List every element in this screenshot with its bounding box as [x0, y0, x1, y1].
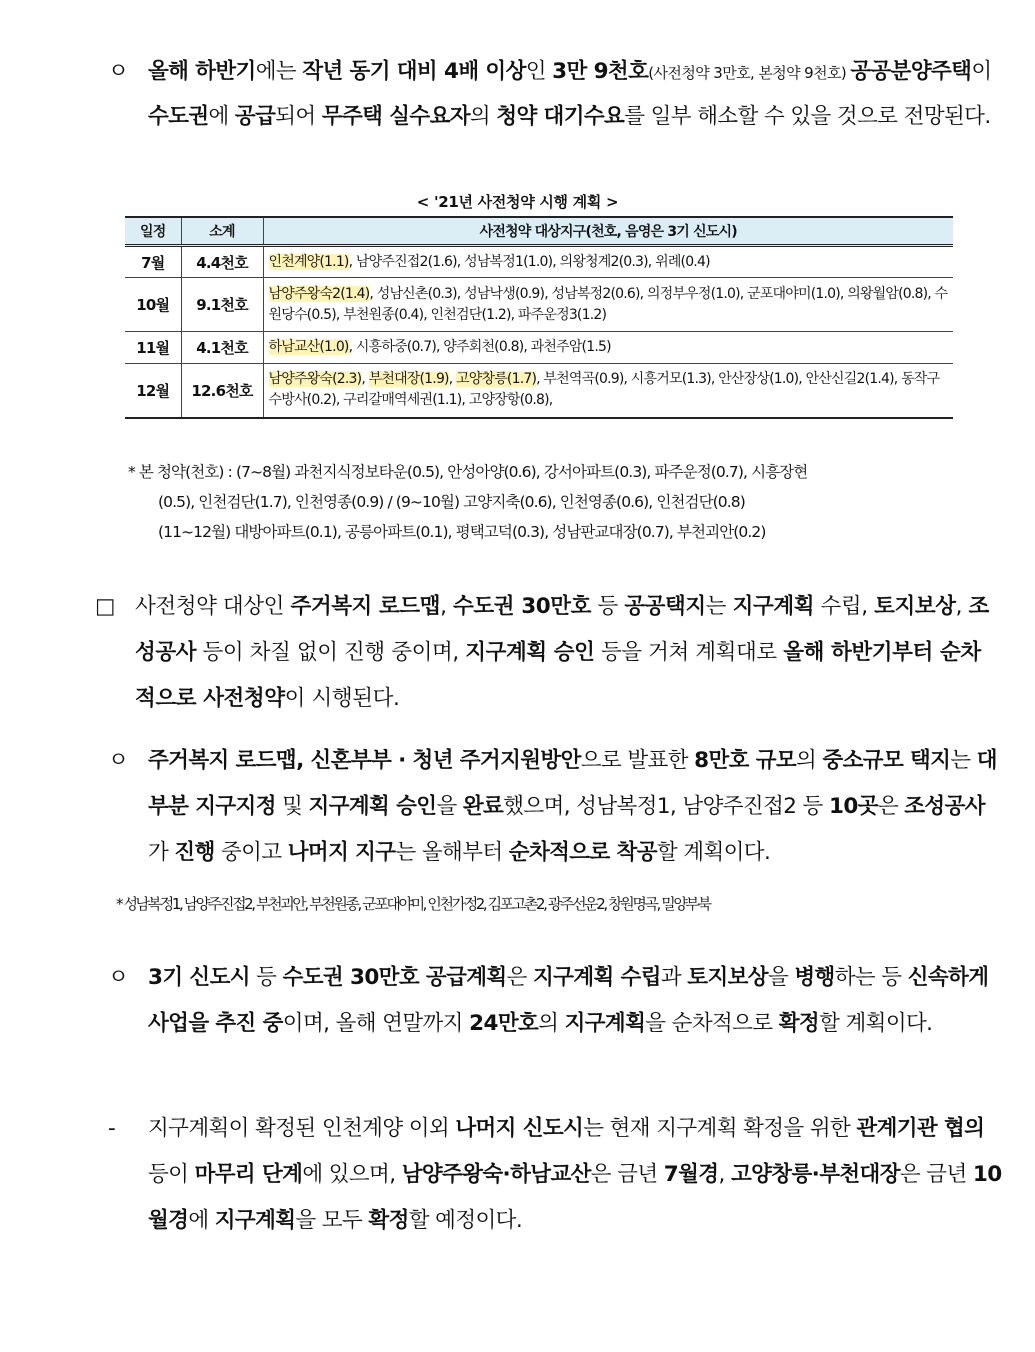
paragraph-small-scale-land: ㅇ 주거복지 로드맵, 신혼부부 · 청년 주거지원방안으로 발표한 8만호 규모의 중소규모 택지는 대부분 지구지정 및 지구계획 승인을 완료했으며, 성남복정1, 남양주진접2 등 10곳은 조성공사가 진행 중이고 나머지 지구는 올해부터 순차적으로 착공할 계획이다. [108, 738, 1003, 876]
header-subtotal: 소계 [181, 217, 263, 246]
new-town-highlight: 남양주왕숙(2.3) [268, 371, 362, 388]
bullet-circle: ㅇ [108, 748, 129, 773]
row-subtotal: 9.1천호 [181, 278, 263, 332]
table-row [125, 364, 953, 418]
header-schedule: 일정 [125, 217, 181, 246]
row-month: 11월 [125, 332, 181, 364]
table-row [125, 278, 953, 332]
bullet-square: □ [95, 594, 115, 619]
table-footnote [128, 457, 968, 547]
table-row [125, 246, 953, 278]
new-town-highlight: 남양주왕숙2(1.4) [268, 285, 370, 302]
table-row [125, 332, 953, 364]
paragraph-public-housing-land: □ 사전청약 대상인 주거복지 로드맵, 수도권 30만호 등 공공택지는 지구계획 수립, 토지보상, 조성공사 등이 차질 없이 진행 중이며, 지구계획 승인 등을 거쳐 계획대로 올해 하반기부터 순차적으로 사전청약이 시행된다. [95, 584, 1000, 722]
paragraph-district-plan-confirmation: - 지구계획이 확정된 인천계양 이외 나머지 신도시는 현재 지구계획 확정을 위한 관계기관 협의 등이 마무리 단계에 있으며, 남양주왕숙·하남교산은 금년 7월경, 고양창릉·부천대장은 금년 10월경에 지구계획을 모두 확정할 예정이다. [108, 1106, 1003, 1244]
row-districts: 하남교산(1.0), 시흥하중(0.7), 양주회천(0.8), 과천주암(1.5) [263, 332, 953, 364]
header-districts: 사전청약 대상지구(천호, 음영은 3기 신도시) [263, 217, 953, 246]
row-month: 7월 [125, 246, 181, 278]
new-town-highlight: 고양창릉(1.7) [456, 371, 537, 388]
new-town-highlight: 부천대장(1.9) [368, 371, 449, 388]
row-districts: 남양주왕숙(2.3), 부천대장(1.9), 고양창릉(1.7), 부천역곡(0.9), 시흥거모(1.3), 안산장상(1.0), 안산신길2(1.4), 동작구수방사(0.2), 구리갈매역세권(1.1), 고양장항(0.8), [263, 364, 953, 418]
footnote-line: (11~12월) 대방아파트(0.1), 공릉아파트(0.1), 평택고덕(0.3), 성남판교대장(0.7), 부천괴안(0.2) [158, 523, 766, 541]
row-districts: 남양주왕숙2(1.4), 성남신촌(0.3), 성남낙생(0.9), 성남복정2(0.6), 의정부우정(1.0), 군포대야미(1.0), 의왕월암(0.8), 수원당수(0.5), 부천원종(0.4), 인천검단(1.2), 파주운정3(1.2) [263, 278, 953, 332]
new-town-highlight: 하남교산(1.0) [268, 339, 349, 355]
row-subtotal: 4.4천호 [181, 246, 263, 278]
bullet-circle: ㅇ [108, 965, 129, 990]
table-caption: < '21년 사전청약 시행 계획 > [416, 193, 619, 211]
new-town-highlight: 인천계양(1.1) [268, 253, 349, 270]
table-header-row [125, 217, 953, 246]
row-subtotal: 4.1천호 [181, 332, 263, 364]
row-subtotal: 12.6천호 [181, 364, 263, 418]
bullet-circle: ㅇ [108, 59, 129, 84]
paragraph-supply-outlook: ㅇ 올해 하반기에는 작년 동기 대비 4배 이상인 3만 9천호(사전청약 3만호, 본청약 9천호) 공공분양주택이 수도권에 공급되어 무주택 실수요자의 청약 대기수요를 일부 해소할 수 있을 것으로 전망된다. [108, 50, 1003, 139]
pre-subscription-plan-table [125, 216, 953, 419]
row-month: 10월 [125, 278, 181, 332]
footnote-line: * 본 청약(천호) : (7~8월) 과천지식정보타운(0.5), 안성아양(0.6), 강서아파트(0.3), 파주운정(0.7), 시흥장현 [128, 463, 808, 481]
footnote-line: (0.5), 인천검단(1.7), 인천영종(0.9) / (9~10월) 고양지축(0.6), 인천영종(0.6), 인천검단(0.8) [158, 493, 745, 511]
construction-sites-footnote: * 성남복정1, 남양주진접2, 부천괴안, 부천원종, 군포대야미, 인천가정2, 김포고촌2, 광주선운2, 창원명곡, 밀양부북 [116, 895, 710, 913]
row-month: 12월 [125, 364, 181, 418]
bullet-dash: - [108, 1116, 116, 1141]
row-districts: 인천계양(1.1), 남양주진접2(1.6), 성남복정1(1.0), 의왕청계2(0.3), 위례(0.4) [263, 246, 953, 278]
paragraph-third-new-towns: ㅇ 3기 신도시 등 수도권 30만호 공급계획은 지구계획 수립과 토지보상을 병행하는 등 신속하게 사업을 추진 중이며, 올해 연말까지 24만호의 지구계획을 순차적으로 확정할 계획이다. [108, 955, 1003, 1047]
